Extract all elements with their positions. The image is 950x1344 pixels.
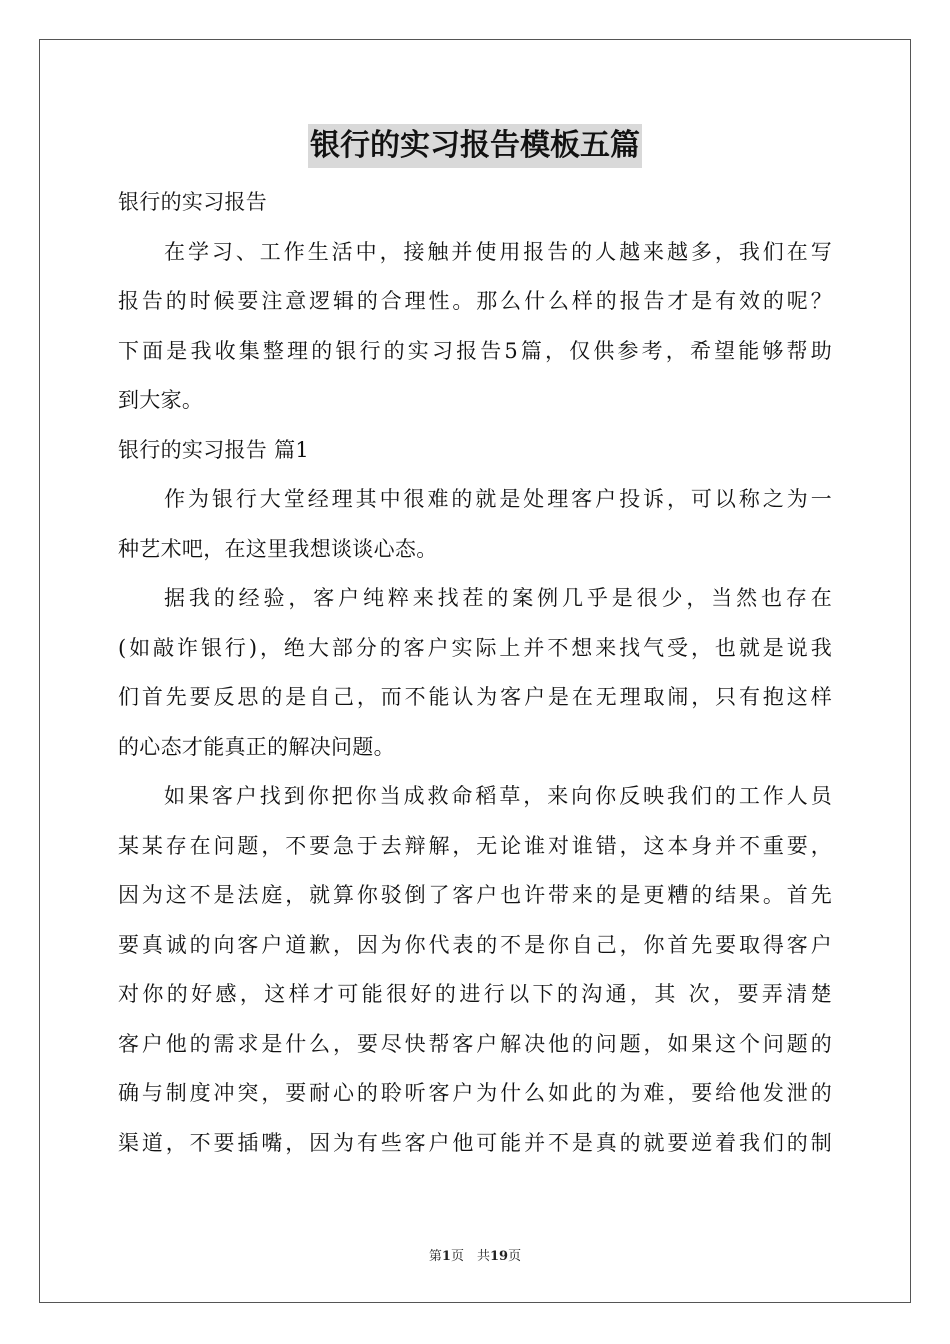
document-title: 银行的实习报告模板五篇: [308, 124, 642, 168]
text-line: 要真诚的向客户道歉，因为你代表的不是你自己，你首先要取得客户: [118, 932, 832, 957]
text-line: 因为这不是法庭，就算你驳倒了客户也许带来的是更糟的结果。首先: [118, 883, 832, 907]
text-line: 据我的经验，客户纯粹来找茬的案例几乎是很少，当然也存在: [164, 586, 832, 610]
text-line: 们首先要反思的是自己，而不能认为客户是在无理取闹，只有抱这样: [118, 685, 832, 709]
footer-mid: 页 共: [450, 1249, 490, 1264]
text-line: 银行的实习报告: [118, 190, 268, 214]
text-line: 在学习、工作生活中，接触并使用报告的人越来越多，我们在写: [164, 239, 832, 264]
footer-current-page: 1: [441, 1249, 451, 1264]
text-line: 客户他的需求是什么，要尽快帮客户解决他的问题，如果这个问题的: [118, 1031, 832, 1056]
text-line: 下面是我收集整理的银行的实习报告5篇，仅供参考，希望能够帮助: [118, 338, 832, 363]
text-line: 确与制度冲突，要耐心的聆听客户为什么如此的为难，要给他发泄的: [118, 1081, 832, 1105]
text-line: 到大家。: [118, 388, 204, 412]
page-footer: [0, 1245, 950, 1264]
text-line: 作为银行大堂经理其中很难的就是处理客户投诉，可以称之为一: [164, 487, 832, 511]
footer-suffix: 页: [508, 1249, 522, 1264]
title-container: [0, 124, 950, 168]
text-line: 的心态才能真正的解决问题。: [118, 734, 395, 759]
text-line: 对你的好感，这样才可能很好的进行以下的沟通，其 次，要弄清楚: [118, 982, 832, 1006]
document-body: [118, 178, 832, 1168]
text-line: 如果客户找到你把你当成救命稻草，来向你反映我们的工作人员: [164, 784, 832, 808]
text-line: (如敲诈银行)，绝大部分的客户实际上并不想来找气受，也就是说我: [118, 635, 832, 660]
text-line: 某某存在问题，不要急于去辩解，无论谁对谁错，这本身并不重要，: [118, 833, 832, 858]
text-line: 报告的时候要注意逻辑的合理性。那么什么样的报告才是有效的呢？: [118, 289, 832, 313]
text-line: 种艺术吧，在这里我想谈谈心态。: [118, 536, 438, 561]
footer-prefix: 第: [428, 1249, 442, 1264]
footer-total-pages: 19: [489, 1249, 509, 1264]
text-line: 银行的实习报告 篇1: [118, 437, 310, 462]
text-line: 渠道，不要插嘴，因为有些客户他可能并不是真的就要逆着我们的制: [118, 1130, 832, 1155]
